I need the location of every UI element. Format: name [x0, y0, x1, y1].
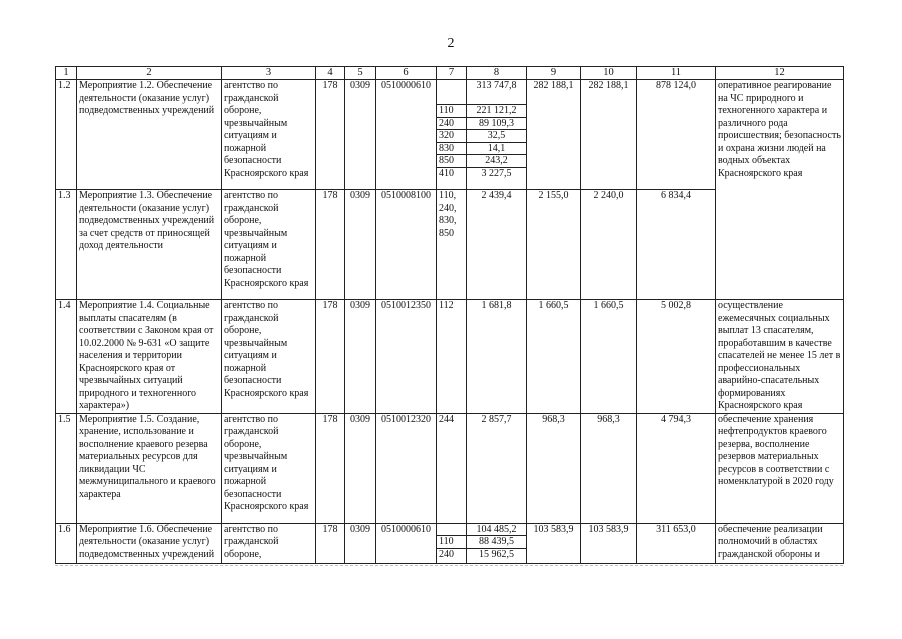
total-value: 4 794,3: [637, 413, 716, 523]
total-value: 5 002,8: [637, 300, 716, 414]
table-row: [56, 523, 844, 563]
year2-value: 1 660,5: [527, 300, 581, 414]
csr-code: 0510012350: [376, 300, 437, 414]
vr-codes: 110, 240, 830, 850: [437, 190, 467, 300]
year1-value: 2 857,7: [467, 413, 527, 523]
vr-code: 830: [437, 142, 466, 155]
vr-code: 110: [437, 535, 466, 548]
year3-value: 1 660,5: [581, 300, 637, 414]
vr-code: 410: [437, 167, 466, 180]
year1-value: 15 962,5: [467, 548, 526, 561]
header-cell: 1: [56, 67, 77, 80]
agency: агентство по гражданской обороне, чрезвычайным ситуациям и пожарной безопасности Красноярского края: [222, 80, 316, 190]
year1-value: 313 747,8: [476, 80, 517, 91]
rzpr-code: 0309: [345, 523, 376, 563]
header-cell: 12: [716, 67, 844, 80]
measure-name: Мероприятие 1.2. Обеспечение деятельности (оказание услуг) подведомственных учреждений: [77, 80, 222, 190]
grbs-code: 178: [316, 80, 345, 190]
csr-code: 0510008100: [376, 190, 437, 300]
year1-value: 14,1: [467, 142, 526, 155]
year1-value: 32,5: [467, 129, 526, 142]
expected-result: обеспечение хранения нефтепродуктов краевого резерва, восполнение резервов материальных ресурсов в соответствии с номенклатурой в 2020 году: [716, 413, 844, 523]
table-row: [56, 413, 844, 523]
csr-code: 0510012320: [376, 413, 437, 523]
vr-codes: 112: [437, 300, 467, 414]
header-cell: 6: [376, 67, 437, 80]
total-value: 878 124,0: [637, 80, 716, 190]
expected-result: осуществление ежемесячных социальных выплат 13 спасателям, проработавшим в качестве спасателей не менее 15 лет в профессиональных аварийно-спасательных формированиях Красноярского края: [716, 300, 844, 414]
vr-code: 320: [437, 129, 466, 142]
header-cell: 8: [467, 67, 527, 80]
header-cell: 4: [316, 67, 345, 80]
header-cell: 9: [527, 67, 581, 80]
header-cell: 10: [581, 67, 637, 80]
agency: агентство по гражданской обороне, чрезвычайным ситуациям и пожарной безопасности Красноярского края: [222, 190, 316, 300]
year3-value: 2 240,0: [581, 190, 637, 300]
agency: агентство по гражданской обороне, чрезвычайным ситуациям и пожарной безопасности Красноярского края: [222, 413, 316, 523]
year1-value: 3 227,5: [467, 167, 526, 180]
table-row: [56, 300, 844, 414]
year2-value: 968,3: [527, 413, 581, 523]
vr-codes: 244: [437, 413, 467, 523]
header-cell: 2: [77, 67, 222, 80]
header-cell: 7: [437, 67, 467, 80]
header-cell: 3: [222, 67, 316, 80]
vr-codes: [437, 523, 467, 563]
expected-result: оперативное реагирование на ЧС природного и техногенного характера и различного рода происшествия; безопасность и охрана жизни людей на водных объектах Красноярского края: [716, 80, 844, 300]
bottom-divider: [55, 565, 843, 566]
year1-value: 243,2: [467, 154, 526, 167]
header-row: [56, 67, 844, 80]
agency: агентство по гражданской обороне,: [222, 523, 316, 563]
expected-result: обеспечение реализации полномочий в областях гражданской обороны и: [716, 523, 844, 563]
vr-code: 850: [437, 154, 466, 167]
grbs-code: 178: [316, 300, 345, 414]
grbs-code: 178: [316, 190, 345, 300]
page-number: 2: [447, 36, 455, 51]
grbs-code: 178: [316, 523, 345, 563]
csr-code: 0510000610: [376, 523, 437, 563]
grbs-code: 178: [316, 413, 345, 523]
row-number: 1.2: [56, 80, 77, 190]
header-cell: 5: [345, 67, 376, 80]
row-number: 1.6: [56, 523, 77, 563]
rzpr-code: 0309: [345, 190, 376, 300]
vr-code: [437, 80, 466, 104]
year2-value: 282 188,1: [527, 80, 581, 190]
row-number: 1.4: [56, 300, 77, 414]
year3-value: 282 188,1: [581, 80, 637, 190]
vr-code: [437, 524, 466, 536]
total-value: 311 653,0: [637, 523, 716, 563]
measure-name: Мероприятие 1.6. Обеспечение деятельности (оказание услуг) подведомственных учреждений: [77, 523, 222, 563]
rzpr-code: 0309: [345, 80, 376, 190]
measure-name: Мероприятие 1.4. Социальные выплаты спасателям (в соответствии с Законом края от 10.02.2000 № 9-631 «О защите населения и территории Красноярского края от чрезвычайных ситуаций природного и техногенного характера»): [77, 300, 222, 414]
year1-value: 221 121,2: [467, 104, 526, 117]
csr-code: 0510000610: [376, 80, 437, 190]
vr-code: 240: [437, 117, 466, 130]
agency: агентство по гражданской обороне, чрезвычайным ситуациям и пожарной безопасности Красноярского края: [222, 300, 316, 414]
year1-value: 104 485,2: [476, 523, 517, 535]
year1-value: 1 681,8: [467, 300, 527, 414]
vr-code: 110: [437, 104, 466, 117]
year2-value: 103 583,9: [527, 523, 581, 563]
year1-values: [467, 523, 527, 563]
vr-codes: [437, 80, 467, 190]
year1-value: 89 109,3: [467, 117, 526, 130]
year2-value: 2 155,0: [527, 190, 581, 300]
rzpr-code: 0309: [345, 413, 376, 523]
year1-value: 88 439,5: [467, 535, 526, 548]
year1-value: 2 439,4: [467, 190, 527, 300]
year3-value: 103 583,9: [581, 523, 637, 563]
table-row: [56, 80, 844, 190]
measure-name: Мероприятие 1.5. Создание, хранение, использование и восполнение краевого резерва материальных ресурсов для ликвидации ЧС межмуниципального и краевого характера: [77, 413, 222, 523]
program-table: [55, 66, 844, 564]
year3-value: 968,3: [581, 413, 637, 523]
measure-name: Мероприятие 1.3. Обеспечение деятельности (оказание услуг) подведомственных учреждений за счет средств от приносящей доход деятельности: [77, 190, 222, 300]
row-number: 1.5: [56, 413, 77, 523]
rzpr-code: 0309: [345, 300, 376, 414]
header-cell: 11: [637, 67, 716, 80]
vr-code: 240: [437, 548, 466, 561]
row-number: 1.3: [56, 190, 77, 300]
year1-values: [467, 80, 527, 190]
total-value: 6 834,4: [637, 190, 716, 300]
